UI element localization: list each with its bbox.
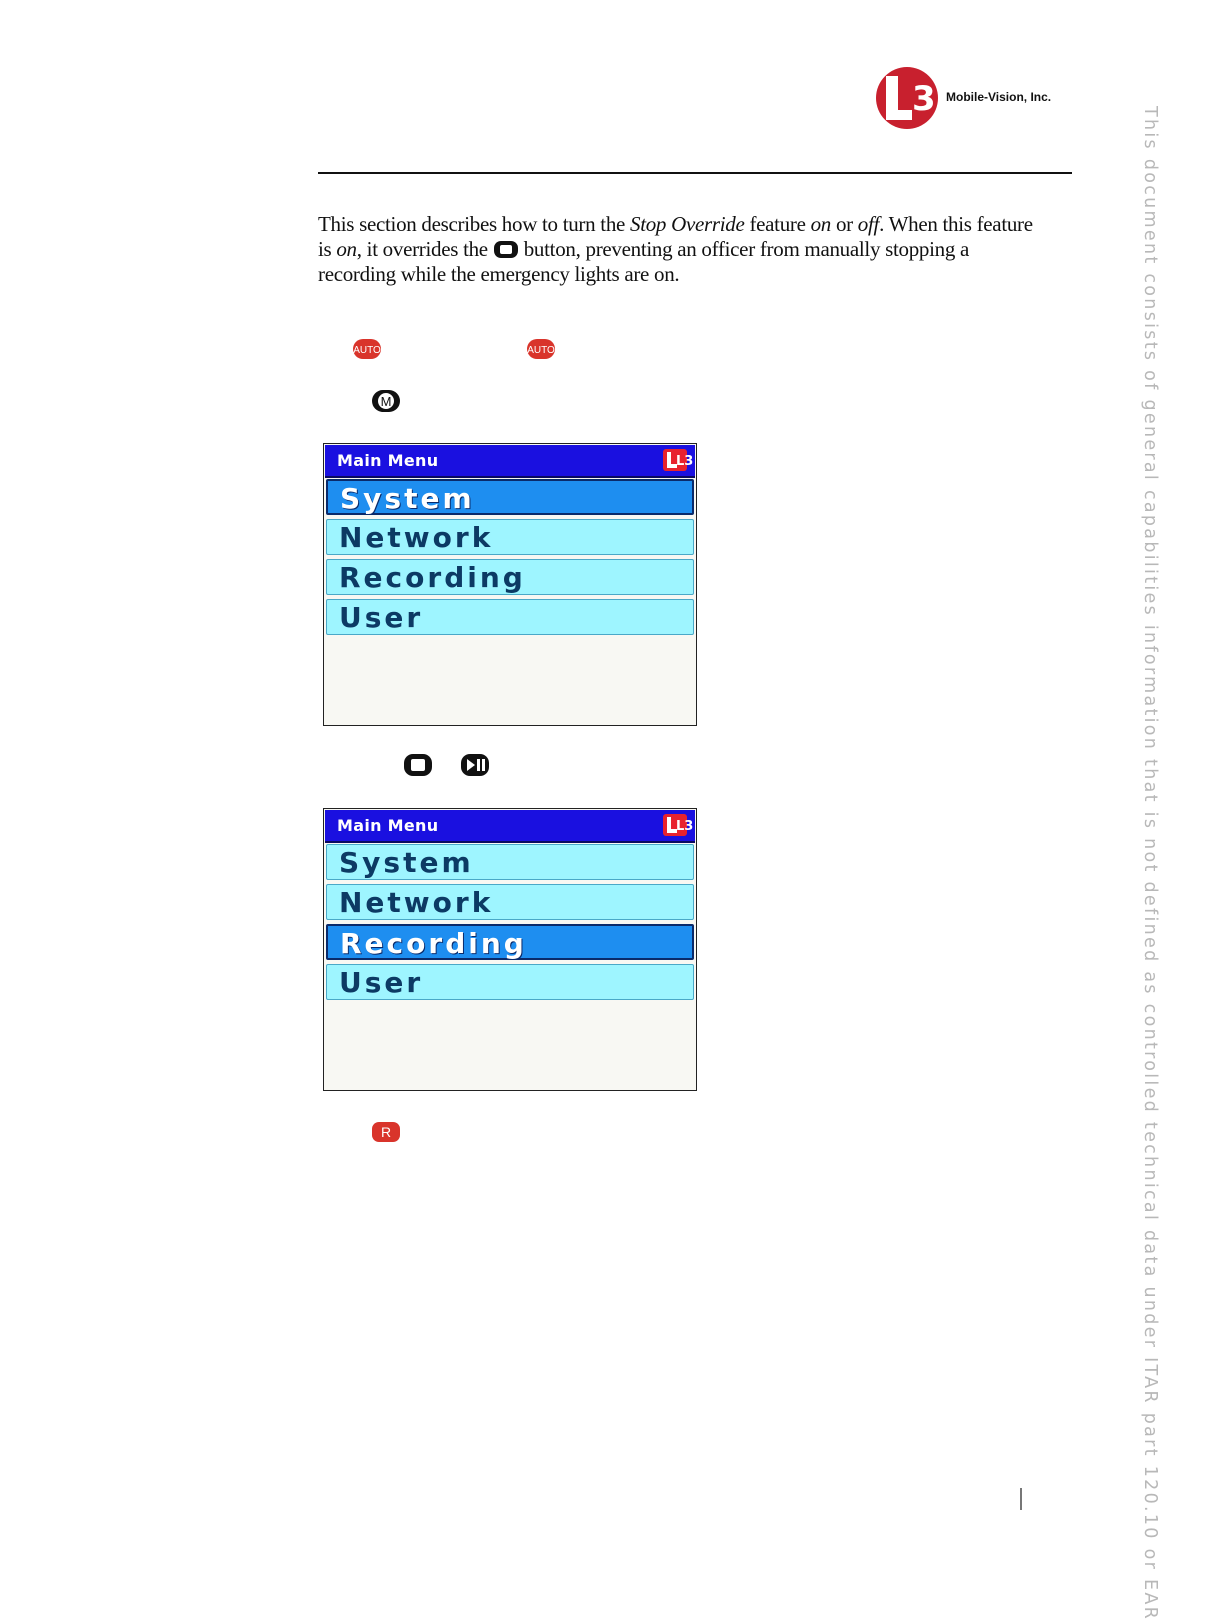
footer-divider [1020,1488,1022,1510]
company-logo [874,66,1074,130]
company-name: Mobile-Vision, Inc. [946,90,1052,104]
l3-logo-icon [874,66,940,130]
menu-button-icon [371,389,401,413]
screen-title: Main Menu [337,816,439,835]
play-pause-button-icon [460,753,490,777]
svg-text:L3: L3 [676,819,694,834]
menu-item-user[interactable]: User [326,599,694,635]
l3-logo-icon [663,814,694,836]
auto-button-icon [526,338,556,360]
export-control-notice: This document consists of general capabilities information that is not defined as controlled technical data under ITAR part 120.10 or EAR [1140,106,1160,1621]
stop-button-icon [403,753,433,777]
auto-button-icon [352,338,382,360]
menu-item-network[interactable]: Network [326,519,694,555]
record-button-icon [371,1121,401,1143]
screen-title: Main Menu [337,451,439,470]
svg-text:AUTO: AUTO [353,345,381,356]
l3-logo-icon [663,449,694,471]
dvr-screen-main-menu [323,808,697,1091]
menu-item-system[interactable]: System [326,479,694,515]
menu-item-network[interactable]: Network [326,884,694,920]
menu-item-user[interactable]: User [326,964,694,1000]
menu-item-recording[interactable]: Recording [326,559,694,595]
svg-text:3: 3 [912,79,936,119]
dvr-screen-main-menu [323,443,697,726]
header-rule [318,172,1072,174]
svg-text:AUTO: AUTO [527,345,555,356]
svg-text:R: R [380,1124,392,1140]
svg-text:M: M [380,394,392,409]
screen-titlebar [325,445,695,478]
intro-paragraph: This section describes how to turn the Stop Override feature on or off. When this feature is on, it overrides the button, preventing an officer from manually stopping a recording while the emergency lights are on. [318,212,1033,286]
screen-titlebar [325,810,695,843]
svg-text:L3: L3 [676,454,694,469]
menu-item-recording[interactable]: Recording [326,924,694,960]
stop-button-icon [493,240,519,259]
menu-item-system[interactable]: System [326,844,694,880]
